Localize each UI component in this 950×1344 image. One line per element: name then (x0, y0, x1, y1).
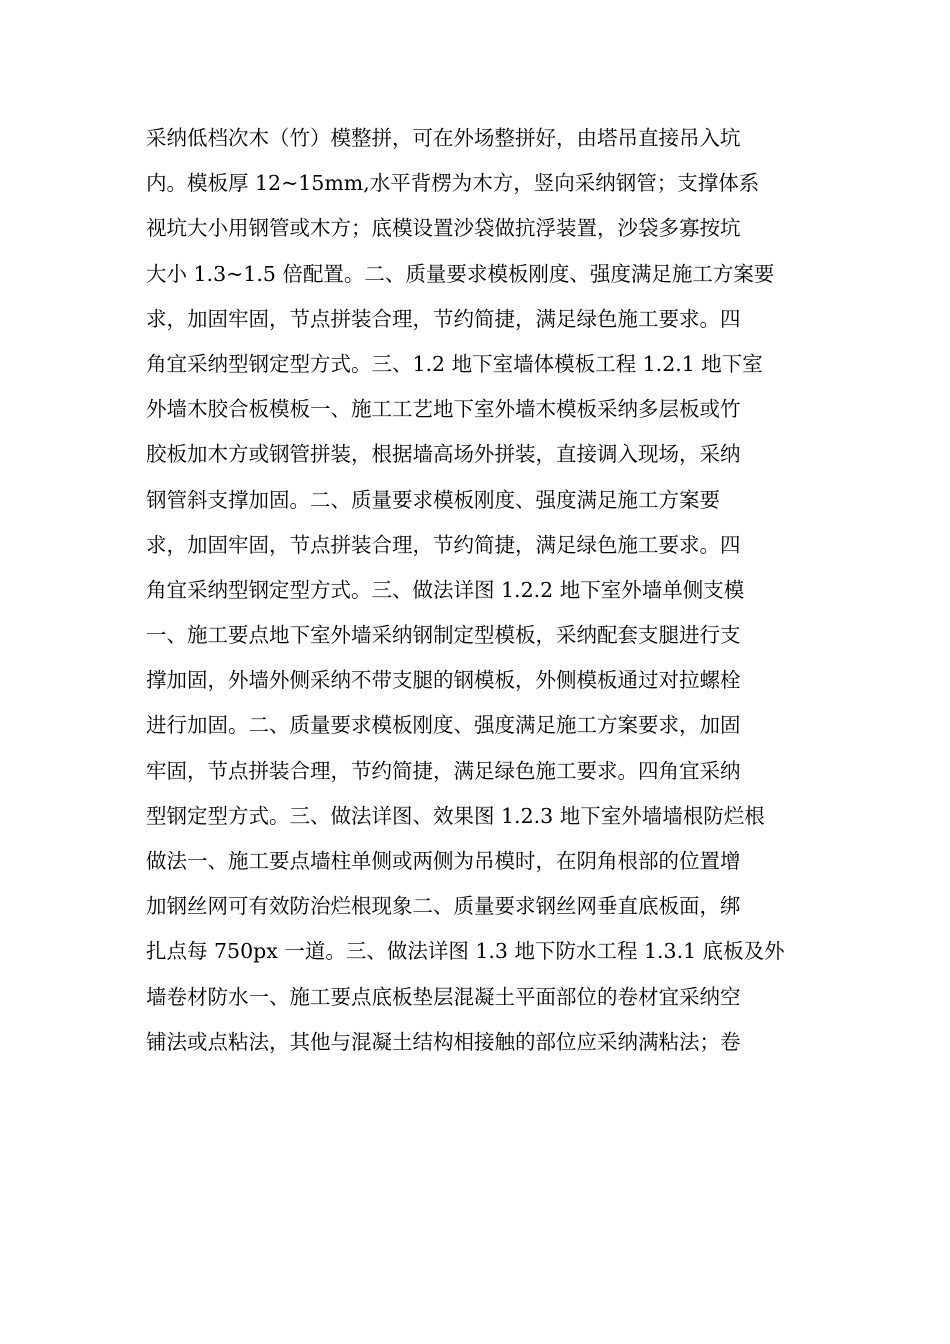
text-line: 钢管斜支撑加固。二、质量要求模板刚度、强度满足施工方案要 (146, 487, 720, 512)
body-text (146, 116, 826, 1065)
text-line: 求，加固牢固，节点拼装合理，节约简捷，满足绿色施工要求。四 (146, 306, 741, 331)
text-line: 做法一、施工要点墙柱单侧或两侧为吊模时，在阴角根部的位置增 (146, 849, 741, 873)
text-line: 角宜采纳型钢定型方式。三、做法详图 1.2.2 地下室外墙单侧支模 (146, 577, 745, 602)
text-line: 采纳低档次木（竹）模整拼，可在外场整拼好，由塔吊直接吊入坑 (146, 126, 741, 150)
text-line: 视坑大小用钢管或木方；底模设置沙袋做抗浮装置，沙袋多寡按坑 (146, 216, 741, 241)
text-line: 外墙木胶合板模板一、施工工艺地下室外墙木模板采纳多层板或竹 (146, 397, 741, 422)
text-line: 加钢丝网可有效防治烂根现象二、质量要求钢丝网垂直底板面，绑 (146, 894, 741, 919)
text-line: 大小 1.3~1.5 倍配置。二、质量要求模板刚度、强度满足施工方案要 (146, 261, 775, 286)
text-line: 进行加固。二、质量要求模板刚度、强度满足施工方案要求，加固 (146, 713, 741, 738)
text-line: 扎点每 750px 一道。三、做法详图 1.3 地下防水工程 1.3.1 底板及外 (146, 939, 785, 964)
text-line: 型钢定型方式。三、做法详图、效果图 1.2.3 地下室外墙墙根防烂根 (146, 803, 765, 828)
text-line: 求，加固牢固，节点拼装合理，节约简捷，满足绿色施工要求。四 (146, 532, 741, 557)
text-line: 一、施工要点地下室外墙采纳钢制定型模板，采纳配套支腿进行支 (146, 623, 741, 648)
text-line: 胶板加木方或钢管拼装，根据墙高场外拼装，直接调入现场，采纳 (146, 442, 741, 467)
text-line: 墙卷材防水一、施工要点底板垫层混凝土平面部位的卷材宜采纳空 (146, 984, 741, 1009)
text-line: 角宜采纳型钢定型方式。三、1.2 地下室墙体模板工程 1.2.1 地下室 (146, 351, 763, 376)
text-line: 内。模板厚 12~15mm,水平背楞为木方，竖向采纳钢管；支撑体系 (146, 171, 760, 196)
text-line: 铺法或点粘法，其他与混凝土结构相接触的部位应采纳满粘法；卷 (146, 1029, 741, 1054)
text-line: 撑加固，外墙外侧采纳不带支腿的钢模板，外侧模板通过对拉螺栓 (146, 668, 741, 693)
text-line: 牢固，节点拼装合理，节约简捷，满足绿色施工要求。四角宜采纳 (146, 758, 741, 783)
